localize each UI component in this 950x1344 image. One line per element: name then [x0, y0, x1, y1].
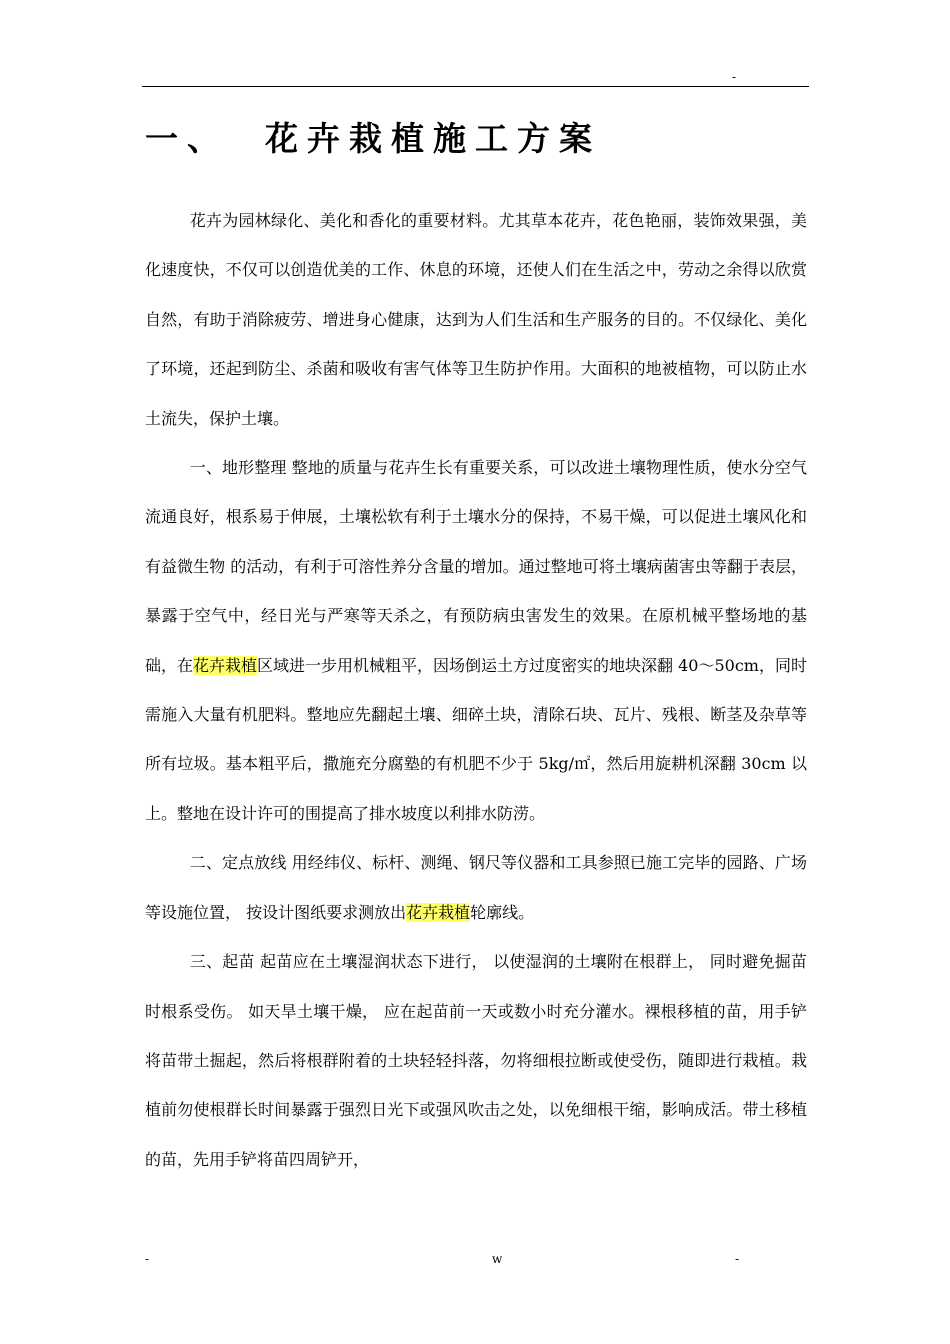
seedling-paragraph: 三、起苗 起苗应在土壤湿润状态下进行， 以使湿润的土壤附在根群上， 同时避免掘苗时根系受伤。 如天旱土壤干燥， 应在起苗前一天或数小时充分灌水。裸根移植的苗，用手铲将苗带土掘起，然后将根群附着的土块轻轻抖落，勿将细根拉断或使受伤，随即进行栽植。栽植前勿使根群长时间暴露于强烈日光下或强风吹击之处，以免细根干缩，影响成活。带土移植的苗，先用手铲将苗四周铲开，	[145, 952, 807, 1169]
section-title	[145, 113, 601, 160]
footer-left-mark: -	[145, 1252, 150, 1266]
terrain-paragraph	[145, 443, 807, 838]
highlighted-term: 花卉栽植	[406, 902, 471, 922]
paragraph-text: 区域进一步用机械粗平，因场倒运土方过度密实的地块深翻 40～50cm，同时需施入大量有机肥料。整地应先翻起土壤、细碎土块，清除石块、瓦片、残根、断茎及杂草等所有垃圾。基本粗平后，撒施充分腐塾的有机肥不少于 5kg/㎡，然后用旋耕机深翻 30cm 以上。整地在设计许可的围提高了排水坡度以利排水防涝。	[145, 655, 807, 823]
footer-right-mark: -	[735, 1252, 740, 1266]
highlighted-term: 花卉栽植	[193, 655, 258, 675]
document-body	[145, 196, 807, 1184]
paragraph-text: 一、地形整理 整地的质量与花卉生长有重要关系，可以改进土壤物理性质，使水分空气流通良好，根系易于伸展，土壤松软有利于土壤水分的保持，不易干燥，可以促进土壤风化和有益微生物 的活动，有利于可溶性养分含量的增加。通过整地可将土壤病菌害虫等翻于表层，暴露于空气中，经日光与严寒等天杀之，有预防病虫害发生的效果。在原机械平整场地的基础，在	[145, 458, 807, 675]
header-mark: -	[732, 70, 737, 84]
footer-center-mark: w	[492, 1252, 503, 1266]
paragraph-text: 二、定点放线 用经纬仪、标杆、测绳、钢尺等仪器和工具参照已施工完毕的园路、广场等设施位置， 按设计图纸要求测放出	[145, 853, 807, 922]
layout-paragraph	[145, 838, 807, 937]
title-text: 花卉栽植施工方案	[265, 119, 601, 158]
header-rule	[142, 86, 809, 87]
intro-paragraph: 花卉为园林绿化、美化和香化的重要材料。尤其草本花卉，花色艳丽，装饰效果强，美化速度快，不仅可以创造优美的工作、休息的环境，还使人们在生活之中，劳动之余得以欣赏自然，有助于消除疲劳、增进身心健康，达到为人们生活和生产服务的目的。不仅绿化、美化了环境，还起到防尘、杀菌和吸收有害气体等卫生防护作用。大面积的地被植物，可以防止水土流失，保护土壤。	[145, 211, 807, 428]
title-number: 一、	[145, 119, 229, 158]
paragraph-text: 轮廓线。	[470, 902, 535, 922]
